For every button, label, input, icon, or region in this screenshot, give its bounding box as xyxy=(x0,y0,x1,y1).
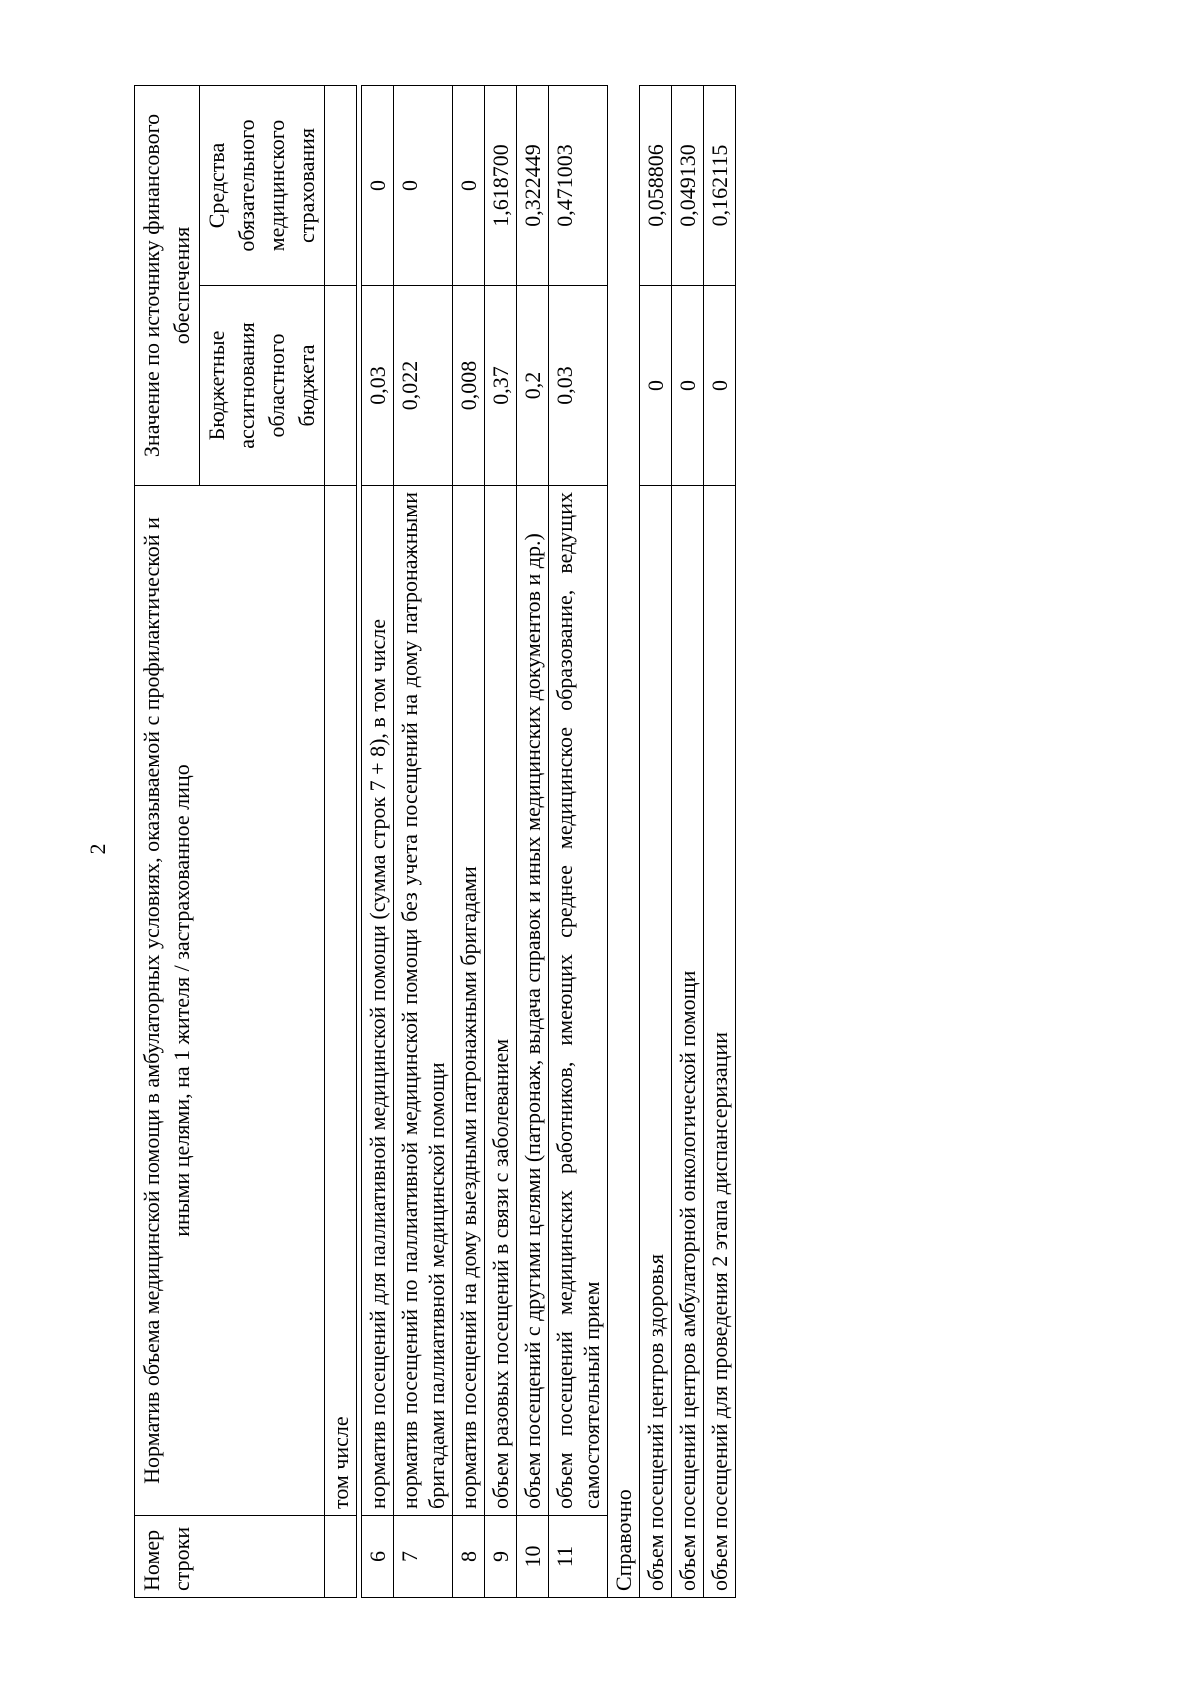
rotated-table-container xyxy=(134,86,874,1598)
row-number: 8 xyxy=(453,1516,485,1598)
row-description: объем посещений медицинских работников, имеющих среднее медицинское образование, ведущих самостоятельный прием xyxy=(549,486,608,1516)
table-row xyxy=(453,85,485,1597)
reference-description: объем посещений центров амбулаторной онкологической помощи xyxy=(672,486,704,1598)
table-header-row xyxy=(135,85,200,1597)
row-number: 6 xyxy=(362,1516,394,1598)
reference-row xyxy=(704,85,736,1597)
reference-description: объем посещений для проведения 2 этапа диспансеризации xyxy=(704,486,736,1598)
reference-label-row xyxy=(608,85,640,1597)
reference-row xyxy=(672,85,704,1597)
header-value-group: Значение по источнику финансового обеспечения xyxy=(135,85,200,485)
row-budget-value: 0,03 xyxy=(549,286,608,486)
row-description: объем разовых посещений в связи с заболеванием xyxy=(485,486,517,1516)
reference-budget-value: 0 xyxy=(640,286,672,486)
row-oms-value: 0 xyxy=(453,85,485,285)
table-row xyxy=(362,85,394,1597)
row-description: норматив посещений для паллиативной медицинской помощи (сумма строк 7 + 8), в том числе xyxy=(362,486,394,1516)
table-row xyxy=(394,85,453,1597)
row-budget-value: 0,37 xyxy=(485,286,517,486)
reference-label: Справочно xyxy=(608,85,640,1597)
reference-oms-value: 0,162115 xyxy=(704,85,736,285)
continuation-text: том числе xyxy=(325,486,357,1516)
row-oms-value: 1,618700 xyxy=(485,85,517,285)
row-budget-value: 0,03 xyxy=(362,286,394,486)
row-oms-value: 0 xyxy=(362,85,394,285)
normative-table xyxy=(134,85,736,1598)
row-oms-value: 0 xyxy=(394,85,453,285)
reference-row xyxy=(640,85,672,1597)
header-oms: Средства обязательного медицинского страхования xyxy=(200,85,325,285)
reference-oms-value: 0,058806 xyxy=(640,85,672,285)
reference-budget-value: 0 xyxy=(704,286,736,486)
row-description: объем посещений с другими целями (патронаж, выдача справок и иных медицинских документов и др.) xyxy=(517,486,549,1516)
reference-description: объем посещений центров здоровья xyxy=(640,486,672,1598)
row-number: 7 xyxy=(394,1516,453,1598)
table-row xyxy=(485,85,517,1597)
continuation-row xyxy=(325,85,357,1597)
row-budget-value: 0,022 xyxy=(394,286,453,486)
reference-oms-value: 0,049130 xyxy=(672,85,704,285)
row-description: норматив посещений по паллиативной медицинской помощи без учета посещений на дому патронажными бригадами паллиативной медицинской помощи xyxy=(394,486,453,1516)
row-number: 11 xyxy=(549,1516,608,1598)
row-oms-value: 0,322449 xyxy=(517,85,549,285)
header-description: Норматив объема медицинской помощи в амбулаторных условиях, оказываемой с профилактической и иными целями, на 1 жителя / застрахованное лицо xyxy=(135,486,325,1516)
row-budget-value: 0,2 xyxy=(517,286,549,486)
table-row xyxy=(517,85,549,1597)
reference-budget-value: 0 xyxy=(672,286,704,486)
header-row-number: Номер строки xyxy=(135,1516,325,1598)
row-number: 10 xyxy=(517,1516,549,1598)
row-description: норматив посещений на дому выездными патронажными бригадами xyxy=(453,486,485,1516)
row-budget-value: 0,008 xyxy=(453,286,485,486)
row-oms-value: 0,471003 xyxy=(549,85,608,285)
row-number: 9 xyxy=(485,1516,517,1598)
page-number: 2 xyxy=(85,843,110,855)
table-row xyxy=(549,85,608,1597)
header-budget: Бюджетные ассигнования областного бюджета xyxy=(200,286,325,486)
